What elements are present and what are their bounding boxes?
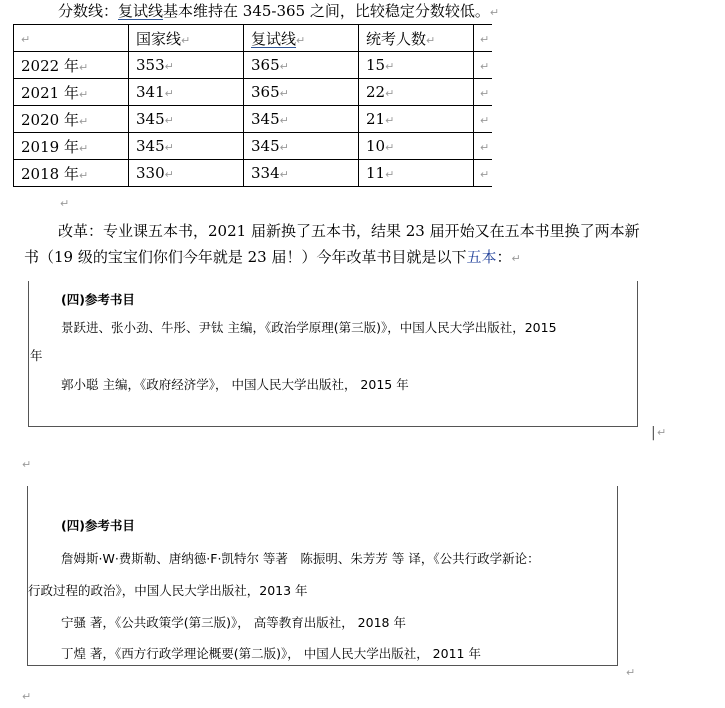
paragraph-mark: ↵	[657, 426, 667, 439]
paragraph-mark: ↵	[22, 690, 32, 703]
table-end-cell: ↵	[474, 79, 493, 106]
table-end-cell: ↵	[474, 25, 493, 52]
national-line-cell: 345↵	[129, 133, 244, 160]
book-item-continued: 年	[30, 348, 43, 363]
intro-label: 分数线：	[58, 2, 119, 20]
retest-line-link[interactable]: 复试线	[118, 2, 164, 20]
national-line-cell: 345↵	[129, 106, 244, 133]
intro-rest: 基本维持在 345-365 之间，比较稳定分数较低。	[163, 2, 490, 20]
retest-line-cell: 365↵	[244, 52, 359, 79]
paragraph-mark: ↵	[489, 6, 500, 19]
book-item: 郭小聪 主编，《政府经济学》， 中国人民大学出版社， 2015 年	[61, 377, 409, 392]
book-list-2-heading: (四)参考书目	[61, 518, 135, 533]
year-cell: 2019 年↵	[14, 133, 129, 160]
table-end-cell: ↵	[474, 160, 493, 187]
table-header-cell: ↵	[14, 25, 129, 52]
year-cell: 2021 年↵	[14, 79, 129, 106]
year-cell: 2018 年↵	[14, 160, 129, 187]
year-cell: 2020 年↵	[14, 106, 129, 133]
book-item: 詹姆斯·W·费斯勒、唐纳德·F·凯特尔 等著 陈振明、朱芳芳 等 译，《公共行政学新论：	[61, 551, 540, 566]
book-item: 景跃进、张小劲、牛彤、尹钛 主编，《政治学原理(第三版)》，中国人民大学出版社，2015	[61, 320, 557, 335]
intro-paragraph	[58, 0, 499, 24]
table-end-cell: ↵	[474, 106, 493, 133]
retest-line-cell: 365↵	[244, 79, 359, 106]
paragraph-mark: ↵	[626, 666, 636, 679]
paragraph-mark: ↵	[60, 197, 70, 210]
book-item: 宁骚 著，《公共政策学(第三版)》， 高等教育出版社， 2018 年	[61, 615, 406, 630]
national-line-cell: 330↵	[129, 160, 244, 187]
five-books-highlight: 五本	[466, 248, 497, 266]
paragraph-mark: ↵	[22, 458, 32, 471]
table-end-cell: ↵	[474, 52, 493, 79]
table-header-cell: 复试线↵	[244, 25, 359, 52]
retest-line-cell: 345↵	[244, 106, 359, 133]
table-header-cell: 国家线↵	[129, 25, 244, 52]
table-end-cell: ↵	[474, 133, 493, 160]
book-item: 丁煌 著，《西方行政学理论概要(第二版)》， 中国人民大学出版社， 2011 年	[61, 646, 481, 661]
retest-line-cell: 345↵	[244, 133, 359, 160]
retest-line-cell: 334↵	[244, 160, 359, 187]
table-row	[14, 133, 493, 160]
book-list-1-heading: (四)参考书目	[61, 292, 135, 307]
reform-line-2: 书（19 级的宝宝们你们今年就是 23 届！）今年改革书目就是以下五本：↵	[24, 248, 521, 266]
year-cell: 2022 年↵	[14, 52, 129, 79]
applicants-cell: 22↵	[359, 79, 474, 106]
national-line-cell: 341↵	[129, 79, 244, 106]
book-list-image-2	[27, 486, 618, 666]
table-row	[14, 106, 493, 133]
reform-line-1: 改革：专业课五本书，2021 届新换了五本书，结果 23 届开始又在五本书里换了两本新	[58, 222, 640, 240]
applicants-cell: 11↵	[359, 160, 474, 187]
national-line-cell: 353↵	[129, 52, 244, 79]
table-header-cell: 统考人数↵	[359, 25, 474, 52]
table-row	[14, 79, 493, 106]
applicants-cell: 21↵	[359, 106, 474, 133]
score-table	[13, 24, 492, 187]
applicants-cell: 15↵	[359, 52, 474, 79]
book-item-continued: 行政过程的政治》，中国人民大学出版社，2013 年	[28, 583, 308, 598]
applicants-cell: 10↵	[359, 133, 474, 160]
table-row	[14, 52, 493, 79]
text-cursor: |	[651, 425, 656, 441]
table-header-row	[14, 25, 493, 52]
table-row	[14, 160, 493, 187]
